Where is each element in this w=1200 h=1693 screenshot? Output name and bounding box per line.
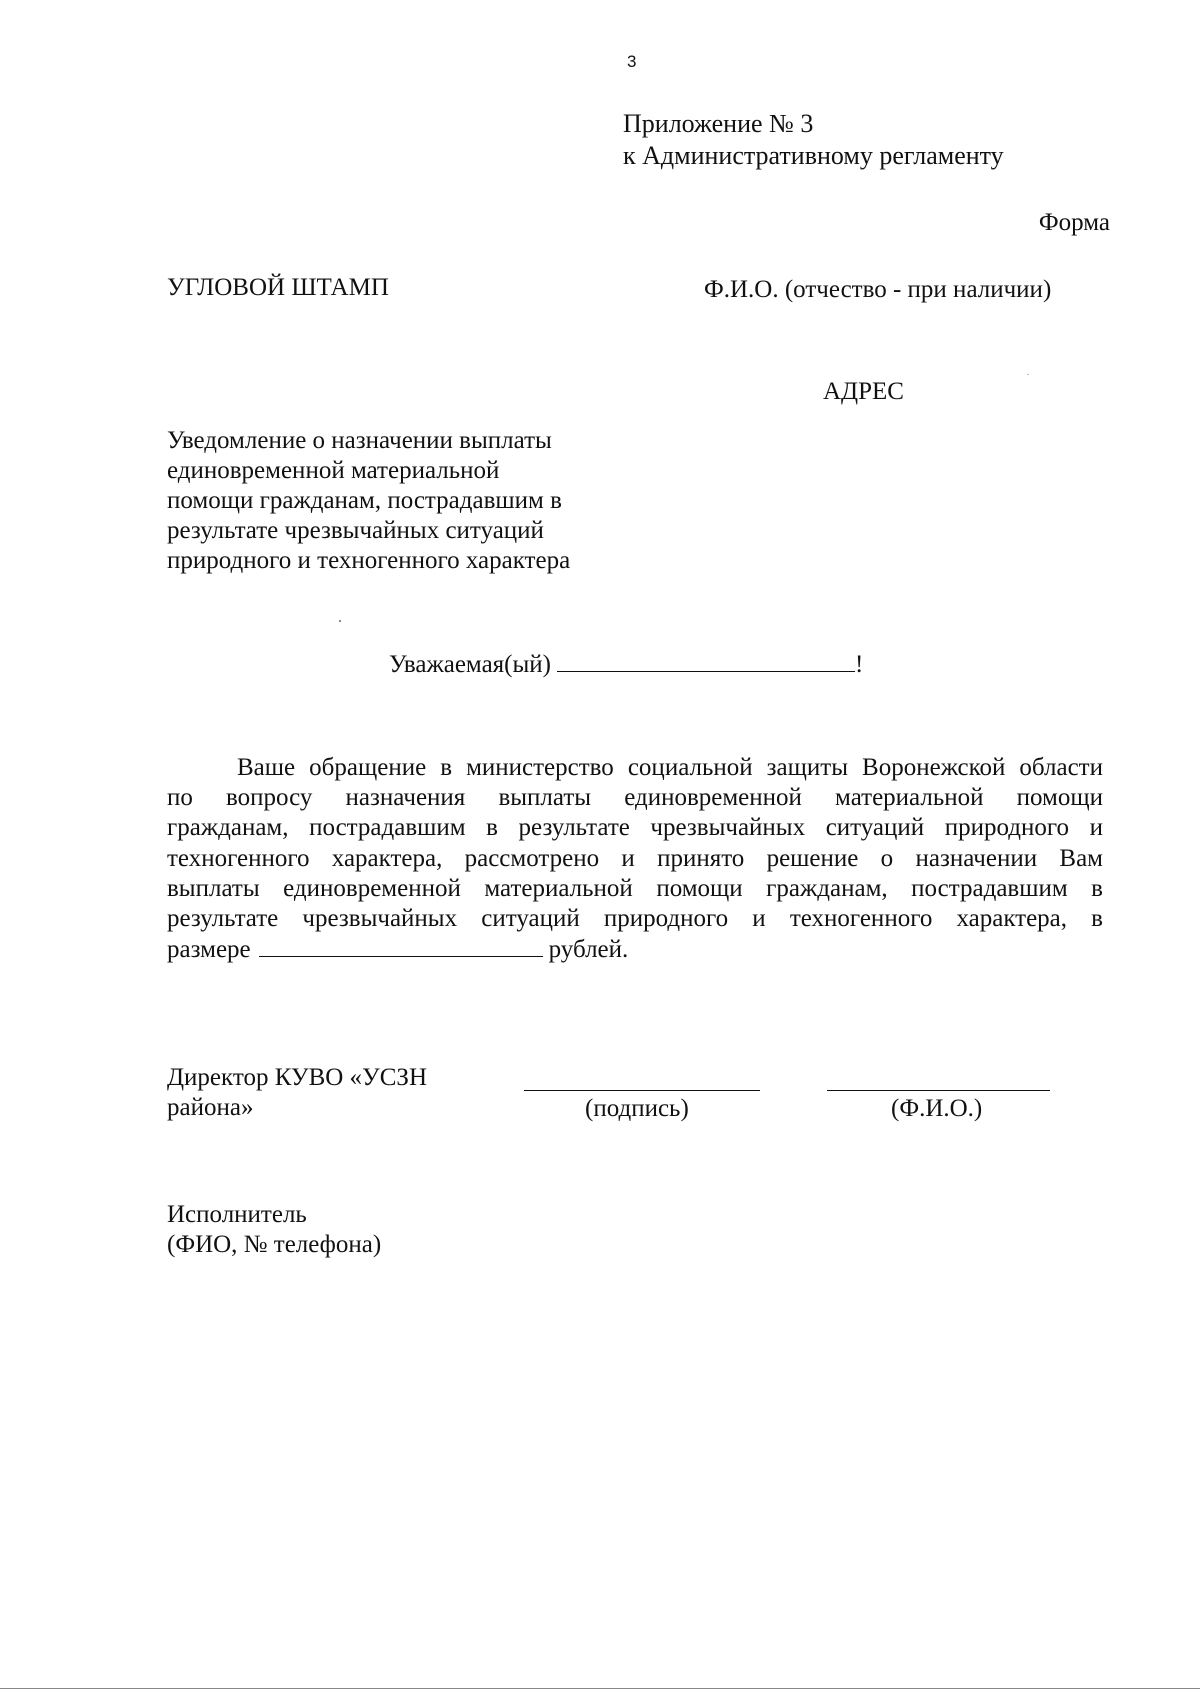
- scan-speck: [1027, 374, 1029, 375]
- signature-blank-line: [524, 1090, 760, 1091]
- body-line: техногенного характера, рассмотрено и принято решение о назначении Вам: [167, 844, 1103, 872]
- subject-line: единовременной материальной: [167, 457, 500, 484]
- executor-label: Исполнитель: [167, 1201, 307, 1228]
- subject-line: природного и техногенного характера: [167, 547, 571, 574]
- signatory-position: [167, 1063, 427, 1123]
- addressee-blank-field: [557, 649, 855, 672]
- subject-line: Уведомление о назначении выплаты: [167, 427, 552, 454]
- name-blank-line: [827, 1090, 1050, 1091]
- signatory-district: района»: [167, 1094, 254, 1121]
- signatory-title: Директор КУВО «УСЗН: [167, 1064, 427, 1091]
- subject-line: помощи гражданам, пострадавшим в: [167, 487, 562, 514]
- appendix-header: [623, 108, 1004, 172]
- body-line: Ваше обращение в министерство социальной защиты Воронежской области: [237, 754, 1103, 781]
- amount-suffix: рублей.: [548, 936, 629, 964]
- signature-caption: (подпись): [585, 1095, 689, 1122]
- appendix-reference: к Административному регламенту: [623, 141, 1004, 170]
- body-line: выплаты единовременной материальной помощи гражданам, пострадавшим в: [167, 874, 1103, 902]
- page-number: 3: [627, 52, 637, 71]
- executor-contact: (ФИО, № телефона): [167, 1231, 382, 1258]
- body-amount-line: [167, 934, 1103, 965]
- notice-body: [167, 753, 1103, 965]
- greeting-text: Уважаемая(ый): [389, 651, 551, 678]
- recipient-address-placeholder: АДРЕС: [823, 378, 904, 405]
- greeting-exclamation: !: [855, 651, 864, 678]
- appendix-title: Приложение № 3: [623, 109, 814, 138]
- body-line: по вопросу назначения выплаты единовременной материальной помощи: [167, 784, 1103, 812]
- executor-block: [167, 1200, 381, 1260]
- page-bottom-edge: [0, 1688, 1200, 1689]
- form-label: Форма: [1038, 209, 1110, 236]
- body-line: гражданам, пострадавшим в результате чрезвычайных ситуаций природного и: [167, 814, 1103, 842]
- subject-line: результате чрезвычайных ситуаций: [167, 517, 544, 544]
- recipient-name-placeholder: Ф.И.О. (отчество - при наличии): [704, 276, 1052, 303]
- greeting: [389, 649, 863, 680]
- body-line: результате чрезвычайных ситуаций природного и техногенного характера, в: [167, 905, 1103, 933]
- name-caption: (Ф.И.О.): [891, 1095, 983, 1122]
- notice-subject: [167, 426, 607, 576]
- scan-speck: [339, 620, 341, 622]
- corner-stamp-placeholder: УГЛОВОЙ ШТАМП: [167, 274, 389, 301]
- amount-blank-field: [259, 934, 543, 957]
- amount-prefix: размере: [167, 936, 251, 964]
